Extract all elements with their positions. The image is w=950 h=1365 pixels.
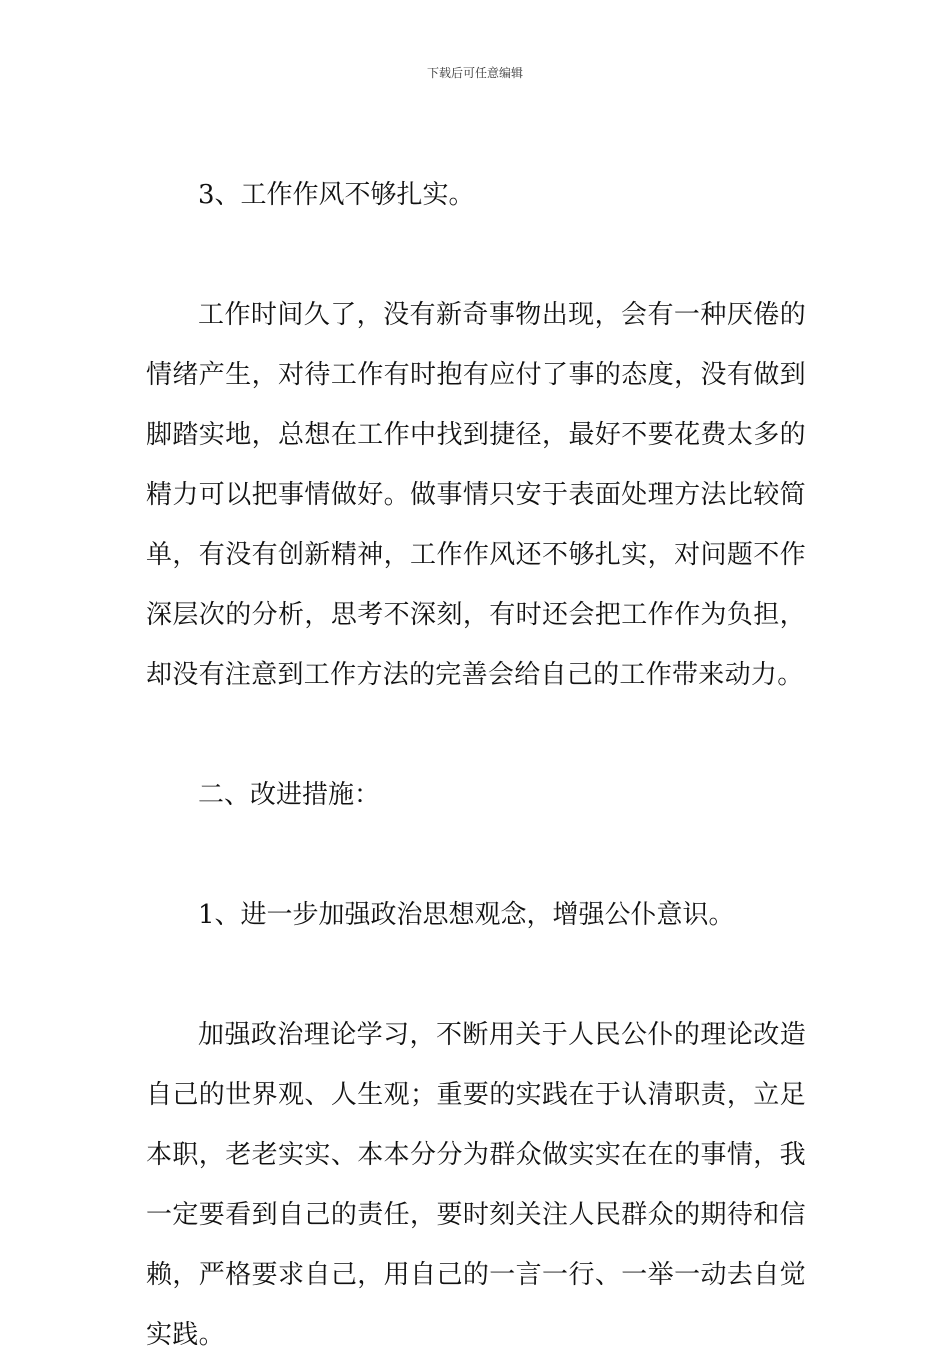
paragraph-gap — [146, 825, 806, 885]
document-body — [146, 165, 806, 1365]
paragraph-gap — [146, 945, 806, 1005]
paragraph-work-style: 工作时间久了，没有新奇事物出现，会有一种厌倦的情绪产生，对待工作有时抱有应付了事的态度，没有做到脚踏实地，总想在工作中找到捷径，最好不要花费太多的精力可以把事情做好。做事情只安于表面处理方法比较简单，有没有创新精神，工作作风还不够扎实，对问题不作深层次的分析，思考不深刻，有时还会把工作作为负担，却没有注意到工作方法的完善会给自己的工作带来动力。 — [146, 300, 806, 690]
heading-item-1: 1、进一步加强政治思想观念，增强公仆意识。 — [198, 900, 735, 930]
page-header-note: 下载后可任意编辑 — [426, 66, 523, 80]
paragraph-political-study: 加强政治理论学习，不断用关于人民公仆的理论改造自己的世界观、人生观；重要的实践在于认清职责，立足本职，老老实实、本本分分为群众做实实在在的事情，我一定要看到自己的责任，要时刻关注人民群众的期待和信赖，严格要求自己，用自己的一言一行、一举一动去自觉实践。 — [146, 1020, 806, 1350]
section-heading-improvements: 二、改进措施： — [198, 780, 381, 810]
heading-item-3: 3、工作作风不够扎实。 — [198, 180, 475, 210]
paragraph-gap — [146, 225, 806, 285]
paragraph-gap — [146, 705, 806, 765]
